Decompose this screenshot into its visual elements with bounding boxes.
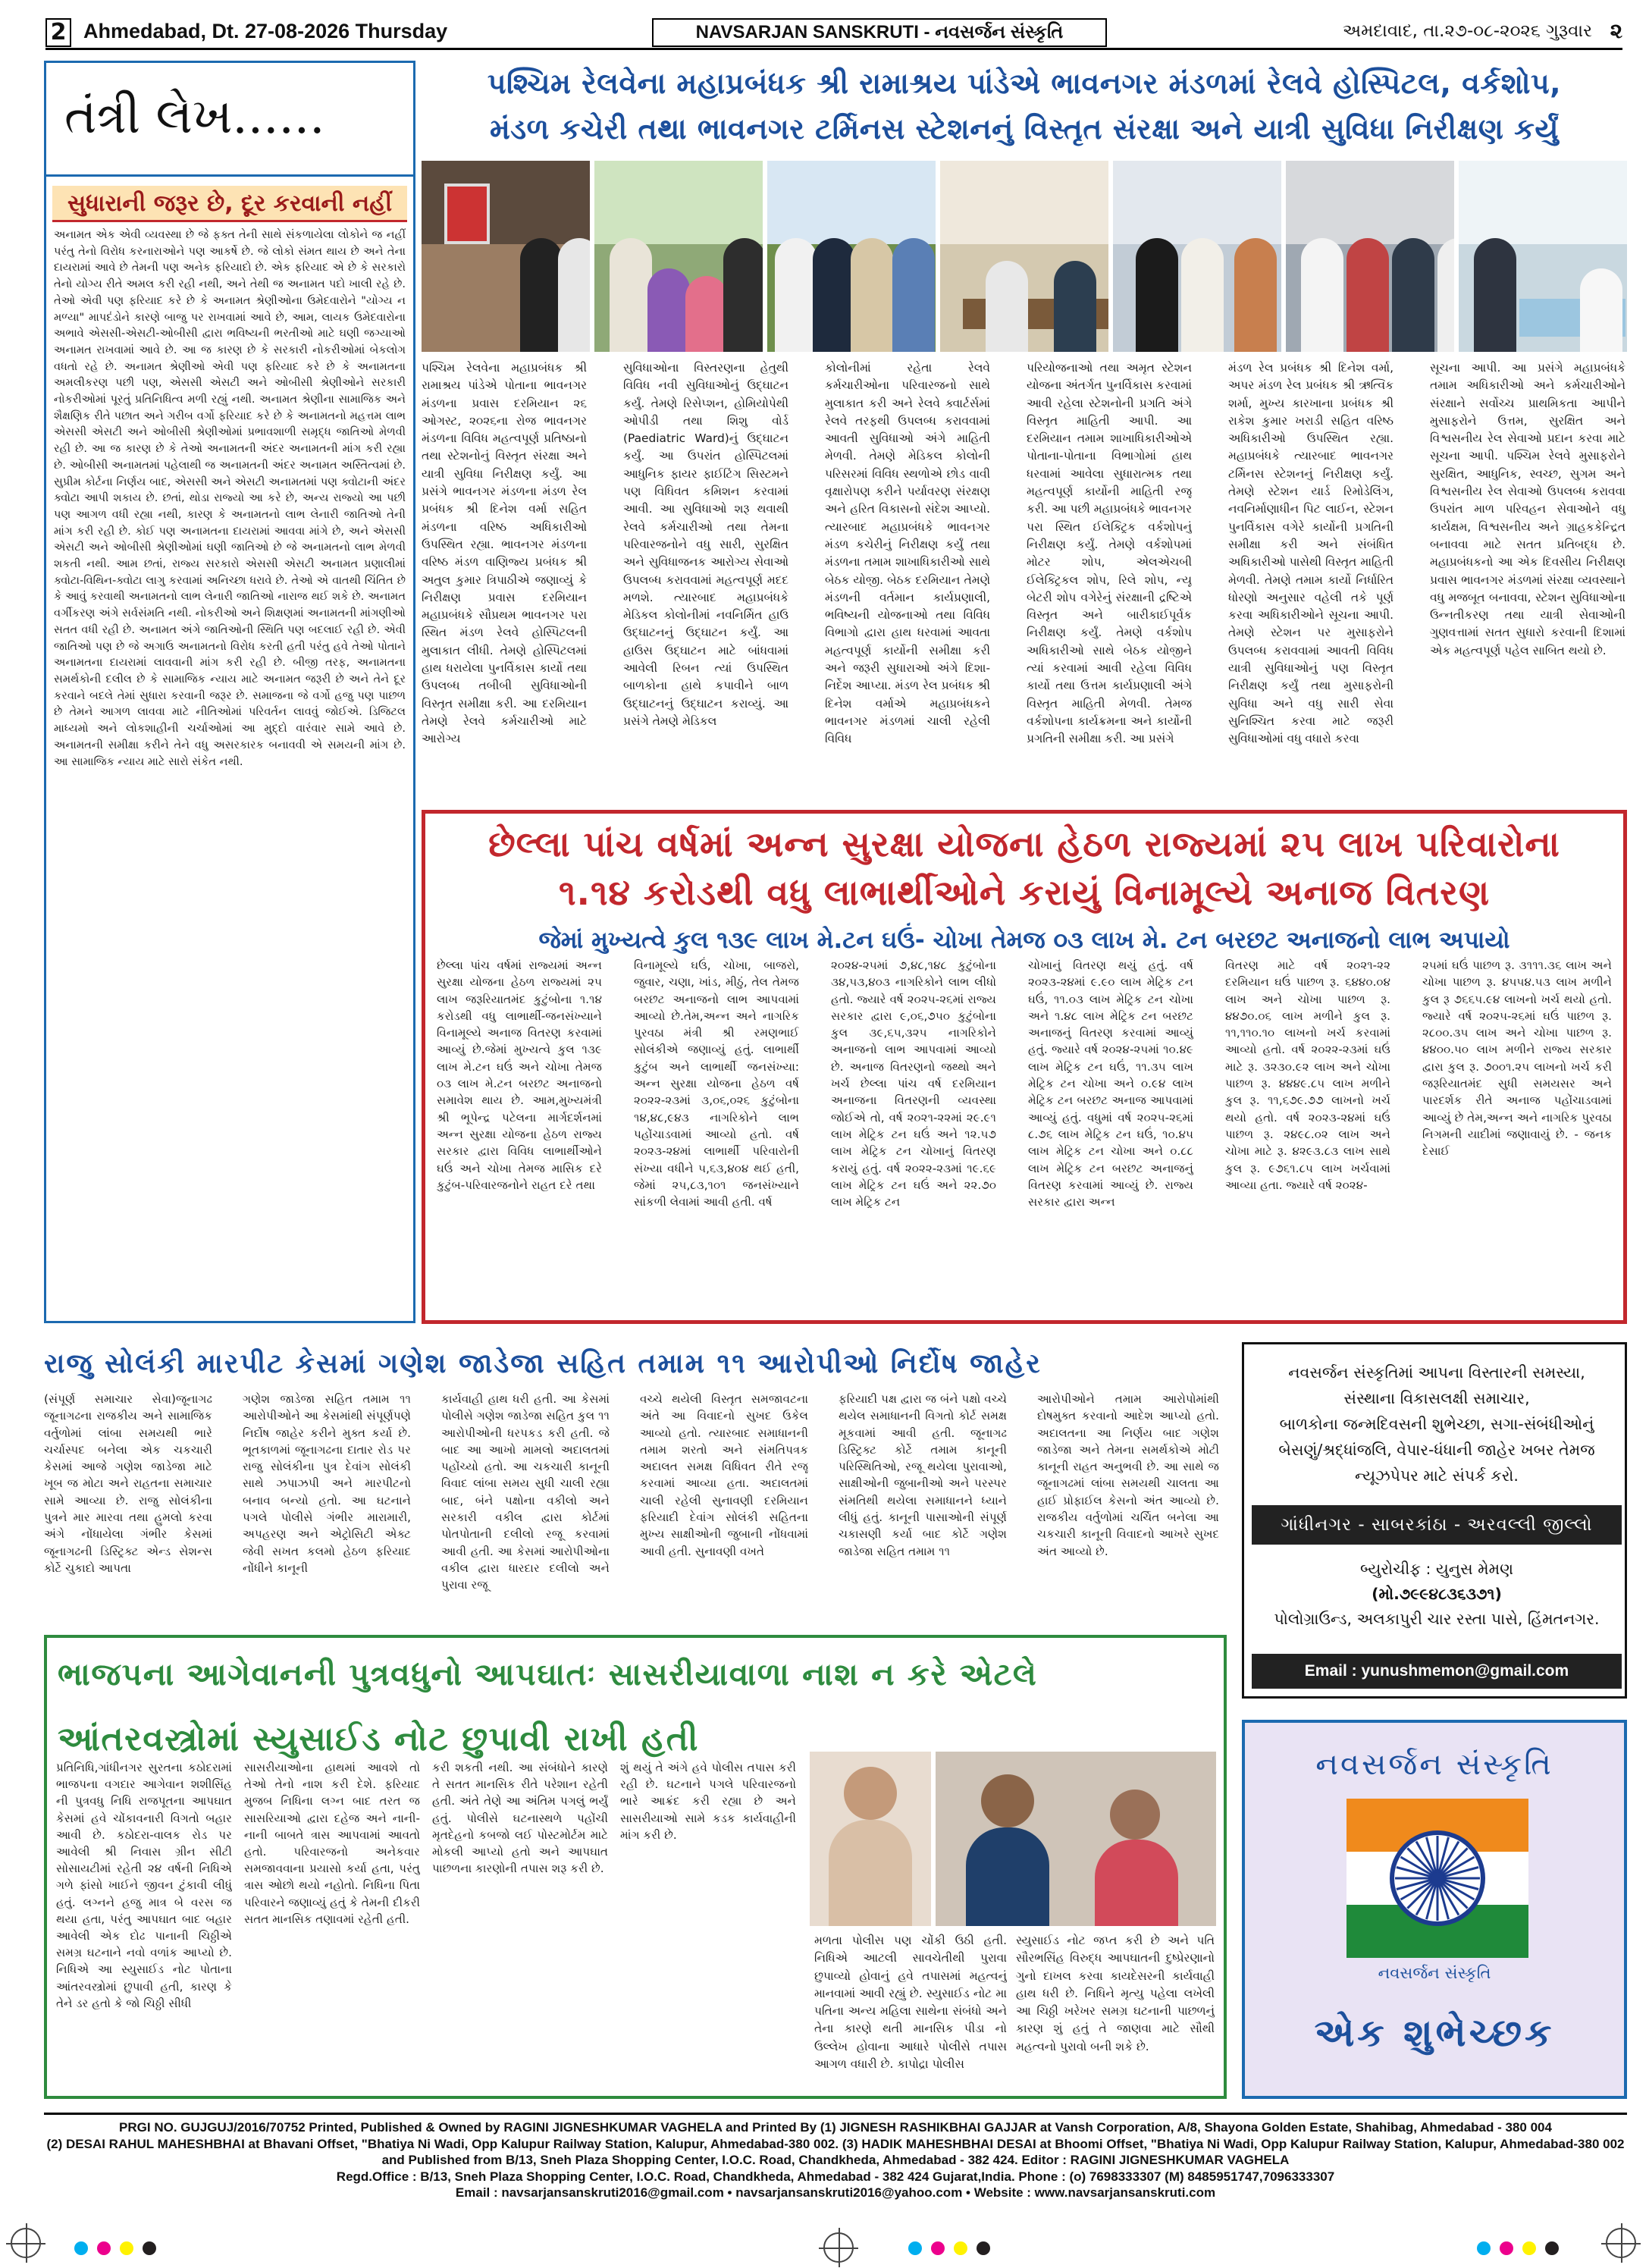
editorial-column — [44, 61, 415, 1323]
suicide-column-5: મળતા પોલીસ પણ ચોંકી ઉઠી હતી. નિધિએ આટલી સાવચેતીથી પુરાવા છુપાવ્યો હોવાનું હવે તપાસમાં મહત્વનું માનવામાં આવી રહ્યું છે. સ્યુસાઈડ નોટ મા પતિના અન્ય મહિલા સાથેના સંબંધો અને તેના કારણે થતી માનસિક પીડા નો ઉલ્લેખ હોવાના આધારે પોલીસે તપાસ આગળ વધારી છે. કાપોદ્રા પોલીસ — [814, 1934, 1007, 2072]
imprint-line: PRGI NO. GUJGUJ/2016/70752 Printed, Published & Owned by RAGINI JIGNESHKUMAR VAGHELA and Printed By (1) JIGNESH RASHIKBHAI GAJJAR at Vansh Corporation, A/8, Shayona Golden Estate, Shahibag, Ahmedabad - 380 004 — [119, 2120, 1552, 2135]
photo-hospital-ward — [1459, 161, 1627, 352]
suicide-column-2: સાસરીયાઓના હાથમાં આવશે તો તેઓ તેનો નાશ કરી દેશે. ફરિયાદ મુજબ નિધિના લગ્ન બાદ તરત જ સાસરિયાઓ દ્વારા દહેજ અને નાની-નાની બાબતે ત્રાસ આપવામાં આવતો હતો. પરિવારજનો અનેકવાર સમજાવવાના પ્રયાસો કર્યા હતા, પરંતુ ત્રાસ ઓછો થયો નહોતો. નિધિના પિતા પરિવારને જણાવ્યું હતું કે તેમની દીકરી સતત માનસિક તણાવમાં રહેતી હતી. — [244, 1761, 420, 1926]
advert-line: ન્યૂઝપેપર માટે સંપર્ક કરો. — [1355, 1467, 1519, 1485]
calibration-dot — [143, 2241, 156, 2255]
court-column-6: આરોપીઓને તમામ આરોપોમાંથી દોષમુક્ત કરવાનો આદેશ આપ્યો હતો. અદાલતના આ નિર્ણય બાદ ગણેશ જાડેજા અને તેમના સમર્થકોએ મોટી કાનૂની રાહત અનુભવી છે. આ સાથે જ જૂનાગઢમાં લાંબા સમયથી ચાલતા આ હાઈ પ્રોફાઈલ કેસનો અંત આવ્યો છે. રાજકીય વર્તુળોમાં ચર્ચિત બનેલા આ ચકચારી કાનૂની વિવાદનો આખરે સુખદ અંત આવ્યો છે. — [1037, 1392, 1219, 1558]
suicide-column-4: શું થયું તે અંગે હવે પોલીસ તપાસ કરી રહી છે. ઘટનાને પગલે પરિવારજનો ભારે આક્રંદ કરી રહ્યા છે અને સાસરીયાઓ સામે કડક કાર્યવાહીની માંગ કરી છે. — [620, 1761, 796, 1842]
suicide-headline-line2: આંતરવસ્ત્રોમાં સ્યુસાઈડ નોટ છુપાવી રાખી હતી — [58, 1720, 699, 1758]
imprint-line: (2) DESAI RAHUL MAHESHBHAI at Bhavani Offset, "Bhatiya Ni Wadi, Opp Kalupur Railway Station, Kalupur, Ahmedabad-380 002. (3) HADIK MAHESHBHAI DESAI at Bhoomi Offset, "Bhatiya Ni Wadi, Opp Kalupur Railway Station, Kalupur, Ahmedabad-380 002 — [46, 2136, 1625, 2151]
calibration-dot — [1522, 2241, 1536, 2255]
suicide-column-3: કરી શકતી નથી. આ સંબંધોને કારણે તે સતત માનસિક રીતે પરેશાન રહેતી હતી. અંતે તેણે આ અંતિમ પગલું ભર્યું હતું. પોલીસે ઘટનાસ્થળે પહોંચી મૃતદેહનો કબજો લઈ પોસ્ટમોર્ટમ માટે મોકલી આપ્યો હતો અને આપઘાત પાછળના કારણોની તપાસ શરૂ કરી છે. — [432, 1761, 608, 1876]
color-calibration-strip — [44, 2238, 1627, 2260]
advert-line: બેસણું/શ્રદ્ધાંજલિ, વેપાર-ધંધાની જાહેર ખબર તેમજ — [1278, 1441, 1595, 1459]
photo-station-inspection — [1286, 161, 1454, 352]
advert-region-bar: ગાંધીનગર - સાબરકાંઠા - અરવલ્લી જીલ્લો — [1252, 1505, 1622, 1545]
page-header — [45, 17, 1622, 50]
contact-advert — [1242, 1342, 1627, 1699]
calibration-dot — [1545, 2241, 1559, 2255]
advert-line: બાળકોના જન્મદિવસની શુભેચ્છા, સગા-સંબંધીઓનું — [1279, 1415, 1594, 1433]
advert-line: સંસ્થાના વિકાસલક્ષી સમાચાર, — [1343, 1389, 1530, 1407]
imprint-line: Email : navsarjansanskruti2016@gmail.com • navsarjansanskruti2016@yahoo.com • Website : www.navsarjansanskruti.com — [455, 2185, 1216, 2200]
calibration-dot — [977, 2241, 990, 2255]
editorial-label: તંત્રી લેખ...... — [46, 63, 413, 177]
masthead: NAVSARJAN SANSKRUTI - નવસર્જન સંસ્કૃતિ — [652, 18, 1107, 47]
photo-plaque-unveiling — [422, 161, 590, 352]
rail-headline-line2: મંડળ કચેરી તથા ભાવનગર ટર્મિનસ સ્ટેશનનું વિસ્તૃત સંરક્ષા અને યાત્રી સુવિધા નિરીક્ષણ કર્યું — [489, 112, 1560, 146]
rail-column-3: કોલોનીમાં રહેતા રેલવે કર્મચારીઓના પરિવારજનો સાથે મુલાકાત કરી અને રેલવે ક્વાર્ટર્સમાં રેલવે તરફથી ઉપલબ્ધ કરાવવામાં આવતી સુવિધાઓ અંગે માહિતી મેળવી. તેમણે મેડિકલ કોલોની પરિસરમાં વિવિધ સ્થળોએ છોડ વાવી વૃક્ષારોપણ કરીને પર્યાવરણ સંરક્ષણ અને હરિત વિકાસનો સંદેશ આપ્યો. ત્યારબાદ મહાપ્રબંધકે ભાવનગર મંડળ કચેરીનું નિરીક્ષણ કર્યું તથા મંડળના તમામ શાખાધિકારીઓ સાથે બેઠક યોજી. બેઠક દરમિયાન તેમણે મંડળની વર્તમાન કાર્યપ્રણાલી, ભવિષ્યની યોજનાઓ તથા વિવિધ વિભાગો દ્વારા હાથ ધરવામાં આવતા મહત્વપૂર્ણ કાર્યોની સમીક્ષા કરી અને જરૂરી સુધારાઓ અંગે દિશા-નિર્દેશ આપ્યા. મંડળ રેલ પ્રબંધક શ્રી દિનેશ વર્માએ મહાપ્રબંધકને ભાવનગર મંડળમાં ચાલી રહેલી વિવિધ — [825, 361, 990, 746]
rail-headline-line1: પશ્ચિમ રેલવેના મહાપ્રબંધક શ્રી રામાશ્રય પાંડેએ ભાવનગર મંડળમાં રેલવે હોસ્પિટલ, વર્કશોપ, — [487, 67, 1562, 100]
calibration-dot — [931, 2241, 945, 2255]
rail-column-5: મંડળ રેલ પ્રબંધક શ્રી દિનેશ વર્મા, અપર મંડળ રેલ પ્રબંધક શ્રી ઋત્વિક શર્મા, મુખ્ય કારખાના પ્રબંધક શ્રી રાકેશ કુમાર ખરાડી સહિત વરિષ્ઠ અધિકારીઓ ઉપસ્થિત રહ્યા. મહાપ્રબંધકે ત્યારબાદ ભાવનગર ટર્મિનસ સ્ટેશનનું નિરીક્ષણ કર્યું. તેમણે સ્ટેશન યાર્ડ રિમોડેલિંગ, નવનિર્માણાધીન પિટ લાઈન, સ્ટેશન પુનર્વિકાસ વગેરે કાર્યોની પ્રગતિની સમીક્ષા કરી અને સંબંધિત અધિકારીઓ પાસેથી વિસ્તૃત માહિતી મેળવી. તેમણે તમામ કાર્યો નિર્ધારિત ધોરણો અનુસાર વહેલી તકે પૂર્ણ કરવા અધિકારીઓને સૂચના આપી. તેમણે સ્ટેશન પર મુસાફરોને ઉપલબ્ધ કરાવવામાં આવતી વિવિધ યાત્રી સુવિધાઓનું પણ વિસ્તૃત નિરીક્ષણ કર્યું તથા મુસાફરોની સુવિધા અને વધુ સારી સેવા સુનિશ્ચિત કરવા માટે જરૂરી સુવિધાઓમાં વધુ વધારો કરવા — [1228, 361, 1393, 746]
editorial-body: અનામત એક એવી વ્યવસ્થા છે જે ફક્ત તેની સાથે સંકળાયેલા લોકોને જ નહીં પરંતુ તેનો વિરોધ કરનારાઓને પણ આકર્ષે છે. જે લોકો સંમત થાય છે અને તેના દાયરામાં આવે છે તેમની પણ અનેક ફરિયાદો છે. એક ફરિયાદ એ છે કે સરકારો તેનો યોગ્ય રીતે અમલ કરી રહી નથી, અને તેથી જ અનામત પદો ખાલી રહે છે. તેઓ એવી પણ ફરિયાદ કરે છે કે અનામત શ્રેણીઓના ઉમેદવારોને "યોગ્ય ન મળ્યા" માપદંડોને કારણે બાજુ પર રાખવામાં આવે છે, આમ, લાયક ઉમેદવારોના અભાવે એસસી-એસટી-ઓબીસી દ્વારા ભવિષ્યની ભરતીઓ માટે ઘણી જગ્યાઓ અનામત રાખવામાં આવે છે. આ જ કારણ છે કે સરકારી નોકરીઓમાં બેકલોગ વધતો રહે છે. અનામત શ્રેણીઓ એવી પણ ફરિયાદ કરે છે કે અનામતના અમલીકરણ પછી પણ, એસસી એસટી અને ઓબીસી શ્રેણીઓને સરકારી નોકરીઓમાં પૂરતું પ્રતિનિધિત્વ મળી રહ્યું નથી. અનામત શ્રેણીના સામાજિક અને શૈક્ષણિક રીતે પછાત અને ગરીબ વર્ગો ફરિયાદ કરે છે કે અનામતનો મહત્તમ લાભ એસસી એસટી અને ઓબીસી શ્રેણીઓમાં પ્રભાવશાળી સમૃદ્ધ જાતિઓ મેળવી રહી છે. આ જ કારણ છે કે તેઓ અનામતની અંદર અનામતની માંગ કરી રહ્યા છે. ઓબીસી અનામતમાં પહેલાથી જ અનામતની અંદર અનામત અસ્તિત્વમાં છે. સુપ્રીમ કોર્ટના નિર્ણય બાદ, એસસી અને એસટી અનામતમાં પણ ક્વોટાની અંદર ક્વોટા આપી શકાય છે. છતાં, થોડા રાજ્યો આ કરે છે, અન્ય રાજ્યો આ પછી પણ આગળ વધી રહ્યા નથી, કારણ કે અનામતનો લાભ લેનારી જાતિઓ તેની માંગ કરી રહી છે. કોઈ પણ અનામતના દાયરામાં આવવા માંગે છે, અને એસસી એસટી અને ઓબીસી શ્રેણીઓમાં ઘણી જાતિઓ છે જે અનામતનો લાભ મેળવી શકતી નથી. આમ છતાં, રાજ્ય સરકારો એસસી એસટી અનામત પ્રણાલીમાં ક્વોટા-વિથિન-ક્વોટા લાગુ કરવામાં અનિચ્છા ધરાવે છે. તેઓ એ વાતથી ચિંતિત છે કે આવું કરવાથી અનામતનો લાભ લેનારી જાતિઓ નારાજ થઈ શકે છે. અનામત વર્ગીકરણ અંગે સર્વસંમતિ નથી. નોકરીઓ અને શિક્ષણમાં અનામતની માંગણીઓ સતત વધી રહી છે. અનામત અંગે જાતિઓની સ્થિતિ પણ બદલાઈ રહી છે. એવી જાતિઓ પણ છે જે અગાઉ અનામતનો વિરોધ કરતી હતી પરંતુ હવે તેઓ પોતાને અનામતના દાયરામાં લાવવાની માંગ કરી રહી છે. બીજી તરફ, અનામતના સમર્થકોની દલીલ છે કે સામાજિક ન્યાય માટે અનામત જરૂરી છે અને તેને દૂર કરવાને બદલે તેમાં સુધારા કરવાની જરૂર છે. સમાજના જે વર્ગો હજુ પણ પાછળ છે તેમને આગળ લાવવા માટે નીતિઓમાં પરિવર્તન લાવવું જોઈએ. ડિજિટલ માધ્યમો અને લોકશાહીની ચર્ચાઓમાં આ મુદ્દો વારંવાર સામે આવે છે. અનામતની સમીક્ષા કરીને તેને વધુ અસરકારક બનાવવી એ સમયની માંગ છે. આ સામાજિક ન્યાય માટે સારો સંકેત નથી. — [54, 228, 406, 768]
food-column-4: ચોખાનું વિતરણ થયું હતું. વર્ષ ૨૦૨૩-૨૪માં ૯.૯૦ લાખ મેટ્રિક ટન ઘઉં, ૧૧.૦૩ લાખ મેટ્રિક ટન ચોખા અને ૧.૪૮ લાખ મેટ્રિક ટન બરછટ અનાજનું વિતરણ કરવામાં આવ્યું હતું. જ્યારે વર્ષ ૨૦૨૪-૨૫માં ૧૦.૪૯ લાખ મેટ્રિક ટન ઘઉં, ૧૧.૩૫ લાખ મેટ્રિક ટન ચોખા અને ૦.૯૪ લાખ મેટ્રિક ટન બરછટ અનાજ આપવામાં આવ્યું હતું. વધુમાં વર્ષ ૨૦૨૫-૨૬માં ૮.૭૬ લાખ મેટ્રિક ટન ઘઉં, ૧૦.૪૫ લાખ મેટ્રિક ટન ચોખા અને ૦.૮૮ લાખ મેટ્રિક ટન બરછટ અનાજનું વિતરણ કરવામાં આવ્યું છે. રાજ્ય સરકાર દ્વારા અન્ન — [1028, 958, 1193, 1209]
court-headline: રાજુ સોલંકી મારપીટ કેસમાં ગણેશ જાડેજા સહિત તમામ ૧૧ આરોપીઓ નિર્દોષ જાહેર — [44, 1348, 1042, 1379]
suicide-column-6: સ્યુસાઈડ નોટ જપ્ત કરી છે અને પતિ સૌરભસિંહ વિરુદ્ધ આપઘાતની દુષ્પ્રેરણાનો ગુનો દાખલ કરવા કાયદેસરની કાર્યવાહી હાથ ધરી છે. નિધિને મૃત્યુ પહેલા લખેલી આ ચિઠ્ઠી ખરેખર સમગ્ર ઘટનાની પાછળનું કારણ શું હતું તે જાણવા માટે સૌથી મહત્વનો પુરાવો બની શકે છે. — [1016, 1934, 1215, 2053]
page-number: 2 — [45, 18, 71, 47]
greeting-wish: એક શુભેચ્છક — [1314, 2011, 1555, 2055]
calibration-dot — [97, 2241, 111, 2255]
court-column-3: કાર્યવાહી હાથ ધરી હતી. આ કેસમાં પોલીસે ગણેશ જાડેજા સહિત કુલ ૧૧ આરોપીઓની ધરપકડ કરી હતી. જે બાદ આ આખો મામલો અદાલતમાં પહોંચ્યો હતો. આ ચકચારી કાનૂની વિવાદ લાંબા સમય સુધી ચાલી રહ્યા બાદ, બંને પક્ષોના વકીલો અને સરકારી વકીલ દ્વારા કોર્ટમાં પોતપોતાની દલીલો રજૂ કરવામાં આવી હતી. આ કેસમાં આરોપીઓના વકીલ દ્વારા ધારદાર દલીલો અને પુરાવા રજૂ — [441, 1392, 610, 1592]
rail-column-6: સૂચના આપી. આ પ્રસંગે મહાપ્રબંધકે તમામ અધિકારીઓ અને કર્મચારીઓને સંરક્ષાને સર્વોચ્ચ પ્રાથમિકતા આપીને મુસાફરોને ઉત્તમ, સુરક્ષિત અને વિશ્વસનીય રેલ સેવાઓ પ્રદાન કરવા માટે સૂચના આપી. પશ્ચિમ રેલવે મુસાફરોને સુરક્ષિત, આધુનિક, સ્વચ્છ, સુગમ અને વિશ્વસનીય રેલ સેવાઓ ઉપલબ્ધ કરાવવા ઉપરાંત માળ પરિવહન સેવાઓને વધુ કાર્યક્ષમ, વિશ્વસનીય અને ગ્રાહકકેન્દ્રિત બનાવવા માટે સતત પ્રતિબદ્ધ છે. મહાપ્રબંધકનો આ એક દિવસીય નિરીક્ષણ પ્રવાસ ભાવનગર મંડળમાં સંરક્ષા વ્યવસ્થાને વધુ મજબૂત બનાવવા, સ્ટેશન સુવિધાઓના ઉન્નતીકરણ તથા યાત્રી સેવાઓની ગુણવત્તામાં સતત સુધારો કરવાની દિશામાં એક મહત્વપૂર્ણ પહેલ સાબિત થયો છે. — [1430, 361, 1625, 657]
imprint-footer — [44, 2113, 1627, 2226]
food-headline — [425, 820, 1623, 917]
food-subheadline: જેમાં મુખ્યત્વે કુલ ૧૩૯ લાખ મે.ટન ઘઉં- ચોખા તેમજ ૦૩ લાખ મે. ટન બરછટ અનાજનો લાભ અપાયો — [425, 921, 1623, 959]
editorial-title: સુધારાની જરૂર છે, દૂર કરવાની નહીં — [52, 186, 407, 222]
advert-email[interactable]: Email : yunushmemon@gmail.com — [1252, 1654, 1622, 1689]
registration-mark-icon — [11, 2228, 41, 2258]
suicide-column-1: પ્રતિનિધિ,ગાંધીનગર સુરતના કઠોદરામાં ભાજપના વગદાર આગેવાન શશીસિંહ ની પુત્રવધુ નિધિ રાજપૂતના આપઘાત કેસમાં હવે ચોંકાવનારી વિગતો બહાર આવી છે. કઠોદરા-વાલક રોડ પર આવેલી શ્રી નિવાસ ગ્રીન સીટી સોસાયટીમાં રહેતી ૨૪ વર્ષની નિધિએ ગળે ફાંસો ખાઈને જીવન ટુંકાવી લીધું હતું. લગ્નને હજુ માત્ર બે વરસ જ થયા હતા, પરંતુ આપઘાત બાદ બહાર આવેલી એક દોઢ પાનાની ચિઠ્ઠીએ સમગ્ર ઘટનાને નવો વળાંક આપ્યો છે. નિધિએ આ સ્યુસાઈડ નોટ પોતાના આંતરવસ્ત્રોમાં છુપાવી હતી, કારણ કે તેને ડર હતો કે જો ચિઠ્ઠી સીધી — [56, 1761, 232, 2010]
calibration-dot — [954, 2241, 967, 2255]
bureau-mobile: (મો.૭૯૯૪૮૩૬૩૭૧) — [1372, 1585, 1502, 1603]
greeting-box — [1242, 1720, 1627, 2099]
food-column-2: વિનામૂલ્યે ઘઉં, ચોખા, બાજરો, જુવાર, ચણા, ખાંડ, મીઠું, તેલ તેમજ બરછટ અનાજનો લાભ આપવામાં આવ્યો છે.તેમ,અન્ન અને નાગરિક પુરવઠા મંત્રી શ્રી રમણભાઈ સોલંકીએ જણાવ્યું હતું. લાભાર્થી કુટુંબ અને લાભાર્થી જનસંખ્યા: અન્ન સુરક્ષા યોજના હેઠળ વર્ષ ૨૦૨૨-૨૩માં ૩,૦૬,૦૨૬ કુટુંબોના ૧૪,૪૮,૯૪૩ નાગરિકોને લાભ પહોંચાડવામાં આવ્યો હતો. વર્ષ ૨૦૨૩-૨૪માં લાભાર્થી પરિવારોની સંખ્યા વધીને ૫,૬૩,૪૦૪ થઈ હતી, જેમાં ૨૫,૮૩,૧૦૧ જનસંખ્યાને સાંકળી લેવામાં આવી હતી. વર્ષ — [634, 958, 799, 1209]
food-column-5: વિતરણ માટે વર્ષ ૨૦૨૧-૨૨ દરમિયાન ઘઉં પાછળ રૂ. ૬૪૪૦.૦૪ લાખ અને ચોખા પાછળ રૂ. ૪૪૭૦.૦૬ લાખ મળીને કુલ રૂ. ૧૧,૧૧૦.૧૦ લાખનો ખર્ચ કરવામાં આવ્યો હતો. વર્ષ ૨૦૨૨-૨૩માં ઘઉં માટે રૂ. ૩૨૩૦.૯૨ લાખ અને ચોખા પાછળ રૂ. ૪૪૪૯.૮૫ લાખ મળીને કુલ રૂ. ૧૧,૬૭૯.૭૭ લાખનો ખર્ચ થયો હતો. વર્ષ ૨૦૨૩-૨૪માં ઘઉં પાછળ રૂ. ૨૪૯૮.૦૨ લાખ અને ચોખા માટે રૂ. ૪૨૯૩.૮૩ લાખ સાથે કુલ રૂ. ૯૭૬૧.૮૫ લાખ ખર્ચવામાં આવ્યા હતા. જ્યારે વર્ષ ૨૦૨૪- — [1225, 958, 1390, 1192]
calibration-dot — [908, 2241, 922, 2255]
imprint-line: and Published from B/13, Sneh Plaza Shopping Center, I.O.C. Road, Chandkheda, Ahmedabad - 382 424. Editor : RAGINI JIGNESHKUMAR VAGHELA — [381, 2153, 1290, 2167]
rail-column-1: પશ્ચિમ રેલવેના મહાપ્રબંધક શ્રી રામાશ્રય પાંડેએ પોતાના ભાવનગર મંડળના પ્રવાસ દરમિયાન ૨૬ ઓગસ્ટ, ૨૦૨૬ના રોજ ભાવનગર મંડળના વિવિધ મહત્વપૂર્ણ પ્રતિષ્ઠાનો તથા સ્ટેશનોનું વિસ્તૃત સંરક્ષા અને યાત્રી સુવિધા નિરીક્ષણ કર્યું. આ પ્રસંગે ભાવનગર મંડળના મંડળ રેલ પ્રબંધક શ્રી દિનેશ વર્મા સહિત મંડળના વરિષ્ઠ અધિકારીઓ ઉપસ્થિત રહ્યા. ભાવનગર મંડળના વરિષ્ઠ મંડળ વાણિજ્ય પ્રબંધક શ્રી અતુલ કુમાર ત્રિપાઠીએ જણાવ્યું કે નિરીક્ષણ પ્રવાસ દરમિયાન મહાપ્રબંધકે સૌપ્રથમ ભાવનગર પરા સ્થિત મંડળ રેલવે હોસ્પિટલની મુલાકાત લીધી. તેમણે હોસ્પિટલમાં હાથ ધરાયેલા પુનર્વિકાસ કાર્યો તથા ઉપલબ્ધ તબીબી સુવિધાઓની વિસ્તૃત સમીક્ષા કરી. આ દરમિયાન તેમણે રેલવે કર્મચારીઓ માટે આરોગ્ય — [422, 361, 587, 746]
calibration-dot — [1500, 2241, 1513, 2255]
advert-bureau — [1252, 1557, 1622, 1632]
dateline: Ahmedabad, Dt. 27-08-2026 Thursday — [83, 20, 448, 42]
photo-meeting-room — [940, 161, 1108, 352]
food-headline-line2: ૧.૧૪ કરોડથી વધુ લાભાર્થીઓને કરાયું વિનામૂલ્યે અનાજ વિતરણ — [558, 872, 1491, 913]
court-column-5: ફરિયાદી પક્ષ દ્વારા જ બંને પક્ષો વચ્ચે થયેલ સમાધાનની વિગતો કોર્ટ સમક્ષ મૂકવામાં આવી હતી. જૂનાગઢ ડિસ્ટ્રિક્ટ કોર્ટે તમામ કાનૂની પરિસ્થિતિઓ, રજૂ થયેલા પુરાવાઓ, સાક્ષીઓની જુબાનીઓ અને પરસ્પર સંમતિથી થયેલા સમાધાનને ધ્યાને લીધું હતું. કાનૂની પાસાઓની સંપૂર્ણ ચકાસણી કર્યા બાદ કોર્ટે ગણેશ જાડેજા સહિત તમામ ૧૧ — [839, 1392, 1007, 1558]
court-column-2: ગણેશ જાડેજા સહિત તમામ ૧૧ આરોપીઓને આ કેસમાંથી સંપૂર્ણપણે નિર્દોષ જાહેર કરીને મુક્ત કર્યા છે. ભૂતકાળમાં જૂનાગઢના દાતાર રોડ પર રાજુ સોલંકીના પુત્ર દેવાંગ સોલંકી સાથે ઝપાઝપી અને મારપીટનો બનાવ બન્યો હતો. આ ઘટનાને પગલે પોલીસે ગંભીર મારામારી, અપહરણ અને એટ્રોસિટી એક્ટ જેવી સખત કલમો હેઠળ ફરિયાદ નોંધીને કાનૂની — [243, 1392, 411, 1575]
photo-bride — [810, 1752, 931, 1926]
flag-chakra-icon — [1346, 1799, 1528, 1958]
court-column-1: (સંપૂર્ણ સમાચાર સેવા)જૂનાગઢ જૂનાગઢના રાજકીય અને સામાજિક વર્તુળોમાં લાંબા સમયથી ભારે ચર્ચાસ્પદ બનેલા એક ચકચારી કેસમાં આજે ગણેશ જાડેજા માટે ખૂબ જ મોટા અને રાહતના સમાચાર સામે આવ્યા છે. રાજુ સોલંકીના પુત્રને માર મારવા તથા હુમલો કરવા અંગે નોંધાયેલા ગંભીર કેસમાં જૂનાગઢની ડિસ્ટ્રિક્ટ એન્ડ સેશન્સ કોર્ટે ચુકાદો આપતા — [44, 1392, 212, 1575]
rail-photo-strip — [422, 161, 1627, 352]
advert-line: નવસર્જન સંસ્કૃતિમાં આપના વિસ્તારની સમસ્યા, — [1288, 1363, 1585, 1382]
greeting-subtitle: નવસર્જન સંસ્કૃતિ — [1378, 1964, 1491, 1982]
photo-couple — [936, 1752, 1216, 1926]
page-number-gujarati: ૨ — [1610, 18, 1622, 43]
food-headline-line1: છેલ્લા પાંચ વર્ષમાં અન્ન સુરક્ષા યોજના હેઠળ રાજ્યમાં ૨૫ લાખ પરિવારોના — [488, 823, 1560, 864]
rail-column-2: સુવિધાઓના વિસ્તરણના હેતુથી વિવિધ નવી સુવિધાઓનું ઉદ્ઘાટન કર્યું. તેમણે રિસેપ્શન, હોમિયોપેથી ઓપીડી તથા શિશુ વોર્ડ (Paediatric Ward)નું ઉદ્ઘાટન કર્યું. આ ઉપરાંત હોસ્પિટલમાં આધુનિક ફાયર ફાઈટિંગ સિસ્ટમને પણ વિધિવત કમિશન કરવામાં આવી. આ સુવિધાઓ શરૂ થવાથી રેલવે કર્મચારીઓ તથા તેમના પરિવારજનોને વધુ સારી, સુરક્ષિત અને સુવિધાજનક આરોગ્ય સેવાઓ ઉપલબ્ધ કરાવવામાં મહત્વપૂર્ણ મદદ મળશે. ત્યારબાદ મહાપ્રબંધકે મેડિકલ કોલોનીમાં નવનિર્મિત હાઉ ઉદ્ઘાટનનું ઉદ્ઘાટન કર્યું. આ હાઉસ ઉદ્ઘાટન માટે બાંધવામાં આવેલી રિબન ત્યાં ઉપસ્થિત બાળકોના હાથે કપાવીને બાળ ઉદ્ઘાટનનું ઉદ્ઘાટન કરાવ્યું. આ પ્રસંગે તેમણે મેડિકલ — [623, 361, 788, 728]
photo-children-ribbon — [594, 161, 763, 352]
food-column-3: ૨૦૨૪-૨૫માં ૭,૪૮,૧૪૮ કુટુંબોના ૩૪,૫૩,૪૦૩ નાગરિકોને લાભ લીધો હતો. જ્યારે વર્ષ ૨૦૨૫-૨૬માં રાજ્ય સરકાર દ્વારા ૯,૦૬,૭૫૦ કુટુંબોના કુલ ૩૯,૬૫,૩૨૫ નાગરિકોને અનાજનો લાભ આપવામાં આવ્યો છે. અનાજ વિતરણનો જથ્થો અને ખર્ચ છેલ્લા પાંચ વર્ષ દરમિયાન અનાજના વિતરણની વ્યવસ્થા જોઈએ તો, વર્ષ ૨૦૨૧-૨૨માં ૨૯.૯૧ લાખ મેટ્રિક ટન ઘઉં અને ૧૨.૫૭ લાખ મેટ્રિક ટન ચોખાનું વિતરણ કરાયું હતું. વર્ષ ૨૦૨૨-૨૩માં ૧૯.૬૯ લાખ મેટ્રિક ટન ઘઉં અને ૨૨.૭૦ લાખ મેટ્રિક ટન — [831, 958, 996, 1209]
calibration-dot — [1477, 2241, 1491, 2255]
imprint-line: Regd.Office : B/13, Sneh Plaza Shopping Center, I.O.C. Road, Chandkheda, Ahmedabad - 382 424 Gujarat,India. Phone : (o) 7698333307 (M) 8485951747,7096333307 — [336, 2169, 1335, 2184]
suicide-headline-line1: ભાજપના આગેવાનની પુત્રવધુનો આપઘાતઃ સાસરીયાવાળા નાશ ન કરે એટલે — [58, 1656, 1038, 1692]
calibration-dot — [120, 2241, 133, 2255]
photo-tree-planting — [767, 161, 936, 352]
court-column-4: વચ્ચે થયેલી વિસ્તૃત સમજાવટના અંતે આ વિવાદનો સુખદ ઉકેલ આવ્યો હતો. ત્યારબાદ સમાધાનની તમામ શરતો અને સંમતિપત્રક અદાલત સમક્ષ વિધિવત રીતે રજૂ કરવામાં આવ્યા હતા. અદાલતમાં ચાલી રહેલી સુનાવણી દરમિયાન ફરિયાદી દેવાંગ સોલંકી સહિતના મુખ્ય સાક્ષીઓની જુબાની નોંધવામાં આવી હતી. સુનાવણી વખતે — [640, 1392, 808, 1558]
bureau-chief: બ્યુરોચીફ : યુનુસ મેમણ — [1360, 1560, 1513, 1578]
rail-column-4: પરિયોજનાઓ તથા અમૃત સ્ટેશન યોજના અંતર્ગત પુનર્વિકાસ કરવામાં આવી રહેલા સ્ટેશનોની પ્રગતિ અંગે વિસ્તૃત માહિતી આપી. આ દરમિયાન તમામ શાખાધિકારીઓએ પોતાના-પોતાના વિભાગોમાં હાથ ધરવામાં આવેલા સુધારાત્મક તથા મહત્વપૂર્ણ કાર્યોની માહિતી રજૂ કરી. આ પછી મહાપ્રબંધકે ભાવનગર પરા સ્થિત ઈલેક્ટ્રિક વર્કશોપનું નિરીક્ષણ કર્યું. તેમણે વર્કશોપમાં મોટર શોપ, એલએચબી ઈલેક્ટ્રિકલ શોપ, રિલે શોપ, ન્યૂ બેટરી શોપ વગેરેનું સંરક્ષાની દ્રષ્ટિએ વિસ્તૃત અને બારીકાઈપૂર્વક નિરીક્ષણ કર્યું. તેમણે વર્કશોપ અધિકારીઓ સાથે બેઠક યોજીને ત્યાં કરવામાં આવી રહેલા વિવિધ કાર્યો તથા ઉત્તમ કાર્યપ્રણાલી અંગે વિસ્તૃત માહિતી મેળવી. તેમજ વર્કશોપના કાર્યક્રમના અને કાર્યોની પ્રગતિની સમીક્ષા કરી. આ પ્રસંગે — [1027, 361, 1192, 746]
greeting-title: નવસર્જન સંસ્કૃતિ — [1315, 1747, 1553, 1782]
bureau-address: પોલોગ્રાઉન્ડ, અલકાપુરી ચાર રસ્તા પાસે, હિંમતનગર. — [1274, 1610, 1600, 1628]
photo-workshop-visit — [1113, 161, 1281, 352]
advert-text — [1252, 1360, 1622, 1488]
food-column-6: ૨૫માં ઘઉં પાછળ રૂ. ૩૧૧૧.૩૬ લાખ અને ચોખા પાછળ રૂ. ૪૫૫૪.૫૩ લાખ મળીને કુલ રૂ ૭૬૬૫.૯૪ લાખનો ખર્ચ થયો હતો. જ્યારે વર્ષ ૨૦૨૫-૨૬માં ઘઉં પાછળ રૂ. ૨૮૦૦.૩૫ લાખ અને ચોખા પાછળ રૂ. ૪૪૦૦.૫૦ લાખ મળીને રાજ્ય સરકાર દ્વારા કુલ રૂ. ૭૦૦૧.૨૫ લાખનો ખર્ચ કરી જરૂરિયાતમંદ સુધી સમયસર અને પારદર્શક રીતે અનાજ પહોંચાડવામાં આવ્યું છે તેમ,અન્ન અને નાગરિક પુરવઠા નિગમની યાદીમાં જણાવાયું છે. - જનક દેસાઈ — [1422, 958, 1612, 1159]
rail-headline — [422, 61, 1627, 155]
gujarati-date: અમદાવાદ, તા.૨૭-૦૮-૨૦૨૬ ગુરૂવાર — [1342, 21, 1592, 41]
calibration-dot — [74, 2241, 88, 2255]
food-column-1: છેલ્લા પાંચ વર્ષમાં રાજ્યમાં અન્ન સુરક્ષા યોજના હેઠળ રાજ્યમાં ૨૫ લાખ જરૂરિયાતમંદ કુટુંબોના ૧.૧૪ કરોડથી વધુ લાભાર્થી-જનસંખ્યાને વિનામૂલ્યે અનાજ વિતરણ કરવામાં આવ્યું છે.જેમાં મુખ્યત્વે કુલ ૧૩૯ લાખ મે.ટન ઘઉં અને ચોખા તેમજ ૦૩ લાખ મે.ટન બરછટ અનાજનો સમાવેશ થાય છે. આમ,મુખ્યમંત્રી શ્રી ભૂપેન્દ્ર પટેલના માર્ગદર્શનમાં અન્ન સુરક્ષા યોજના હેઠળ રાજ્ય સરકાર દ્વારા વિવિધ લાભાર્થીઓને ઘઉં અને ચોખા તેમજ માસિક દરે કુટુંબ-પરિવારજનોને રાહત દરે તથા — [437, 958, 602, 1192]
